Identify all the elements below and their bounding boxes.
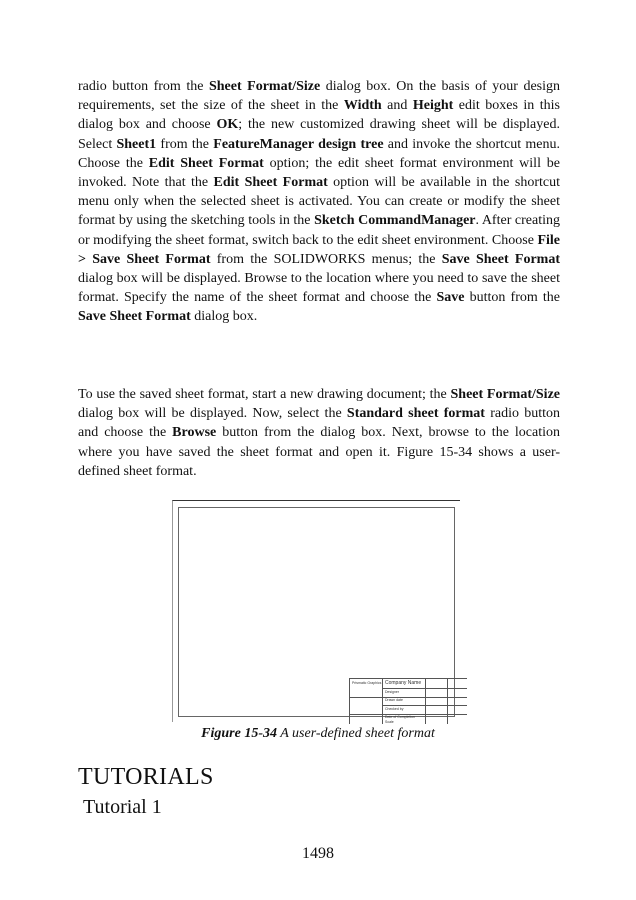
text-run: button from the <box>464 290 560 306</box>
text-run: dialog box will be displayed. Now, select the <box>78 406 347 422</box>
sheet-format-figure <box>172 500 460 722</box>
title-block-field: Designer <box>385 690 400 694</box>
title-block-logo-text: Prismatic Graphics <box>352 681 382 685</box>
bold-term: OK <box>216 117 239 133</box>
bold-term: FeatureManager design tree <box>213 136 384 152</box>
text-run: from the SOLIDWORKS menus; the <box>210 251 442 267</box>
text-run: button from the dialog box. Next, browse to the location where you have saved the sheet format and open it. Figure 15-34 shows a user-defined sheet format. <box>78 425 560 479</box>
text-run: dialog box. <box>190 309 258 325</box>
body-paragraph-2 <box>78 385 560 481</box>
text-run: To use the saved sheet format, start a new drawing document; the <box>78 387 451 402</box>
text-run: from the <box>156 136 214 152</box>
title-block-company: Company Name <box>385 680 422 686</box>
bold-term: File > Save Sheet Format <box>78 232 560 267</box>
text-run: option; the edit sheet format environment will be invoked. Note that the <box>78 155 560 191</box>
bold-term: Edit Sheet Format <box>213 175 328 191</box>
text-run: radio button from the <box>78 79 209 94</box>
bold-term: Standard sheet format <box>346 406 485 422</box>
page-number: 1498 <box>302 845 334 862</box>
text-run: and <box>381 98 413 114</box>
bold-term: Edit Sheet Format <box>148 155 264 171</box>
text-run: radio button and choose the <box>78 406 560 441</box>
section-heading: TUTORIALS <box>78 764 214 790</box>
text-run: dialog box will be displayed. Browse to the location where you need to save the sheet format. Specify the name of the sheet format and choose the <box>78 271 560 306</box>
bold-term: Save Sheet Format <box>441 251 560 267</box>
text-run: dialog box. On the basis of your design requirements, set the size of the sheet in the <box>78 79 560 114</box>
text-run: edit boxes in this dialog box and choose <box>78 98 561 133</box>
bold-term: Sheet1 <box>116 136 157 152</box>
title-block-field: Date of Completion <box>385 715 415 719</box>
subsection-heading: Tutorial 1 <box>83 796 162 818</box>
bold-term: Width <box>343 98 382 114</box>
title-block <box>349 678 467 724</box>
drawing-sheet-border <box>178 507 455 724</box>
text-run: option will be available in the shortcut menu only when the selected sheet is activated. You can create or modify the sheet format by using the sketching tools in the <box>78 175 560 229</box>
figure-caption-text: A user-defined sheet format <box>276 726 435 741</box>
title-block-field: Scale <box>385 720 394 724</box>
bold-term: Browse <box>172 425 217 441</box>
text-run: and invoke the shortcut menu. Choose the <box>78 136 560 171</box>
figure-caption-number: Figure 15-34 <box>201 726 277 741</box>
body-paragraph-1 <box>78 77 560 327</box>
text-run: . After creating or modifying the sheet format, switch back to the edit sheet environment. Choose <box>78 213 560 248</box>
title-block-field: Checked by <box>385 707 404 711</box>
figure-caption <box>0 726 636 742</box>
bold-term: Height <box>412 98 454 114</box>
bold-term: Sketch CommandManager <box>314 213 476 229</box>
bold-term: Save Sheet Format <box>78 309 191 325</box>
bold-term: Save <box>436 290 465 306</box>
bold-term: Sheet Format/Size <box>450 387 560 402</box>
text-run: ; the new customized drawing sheet will be displayed. Select <box>78 117 560 152</box>
bold-term: Sheet Format/Size <box>208 79 321 94</box>
title-block-field: Drawn date <box>385 698 403 702</box>
